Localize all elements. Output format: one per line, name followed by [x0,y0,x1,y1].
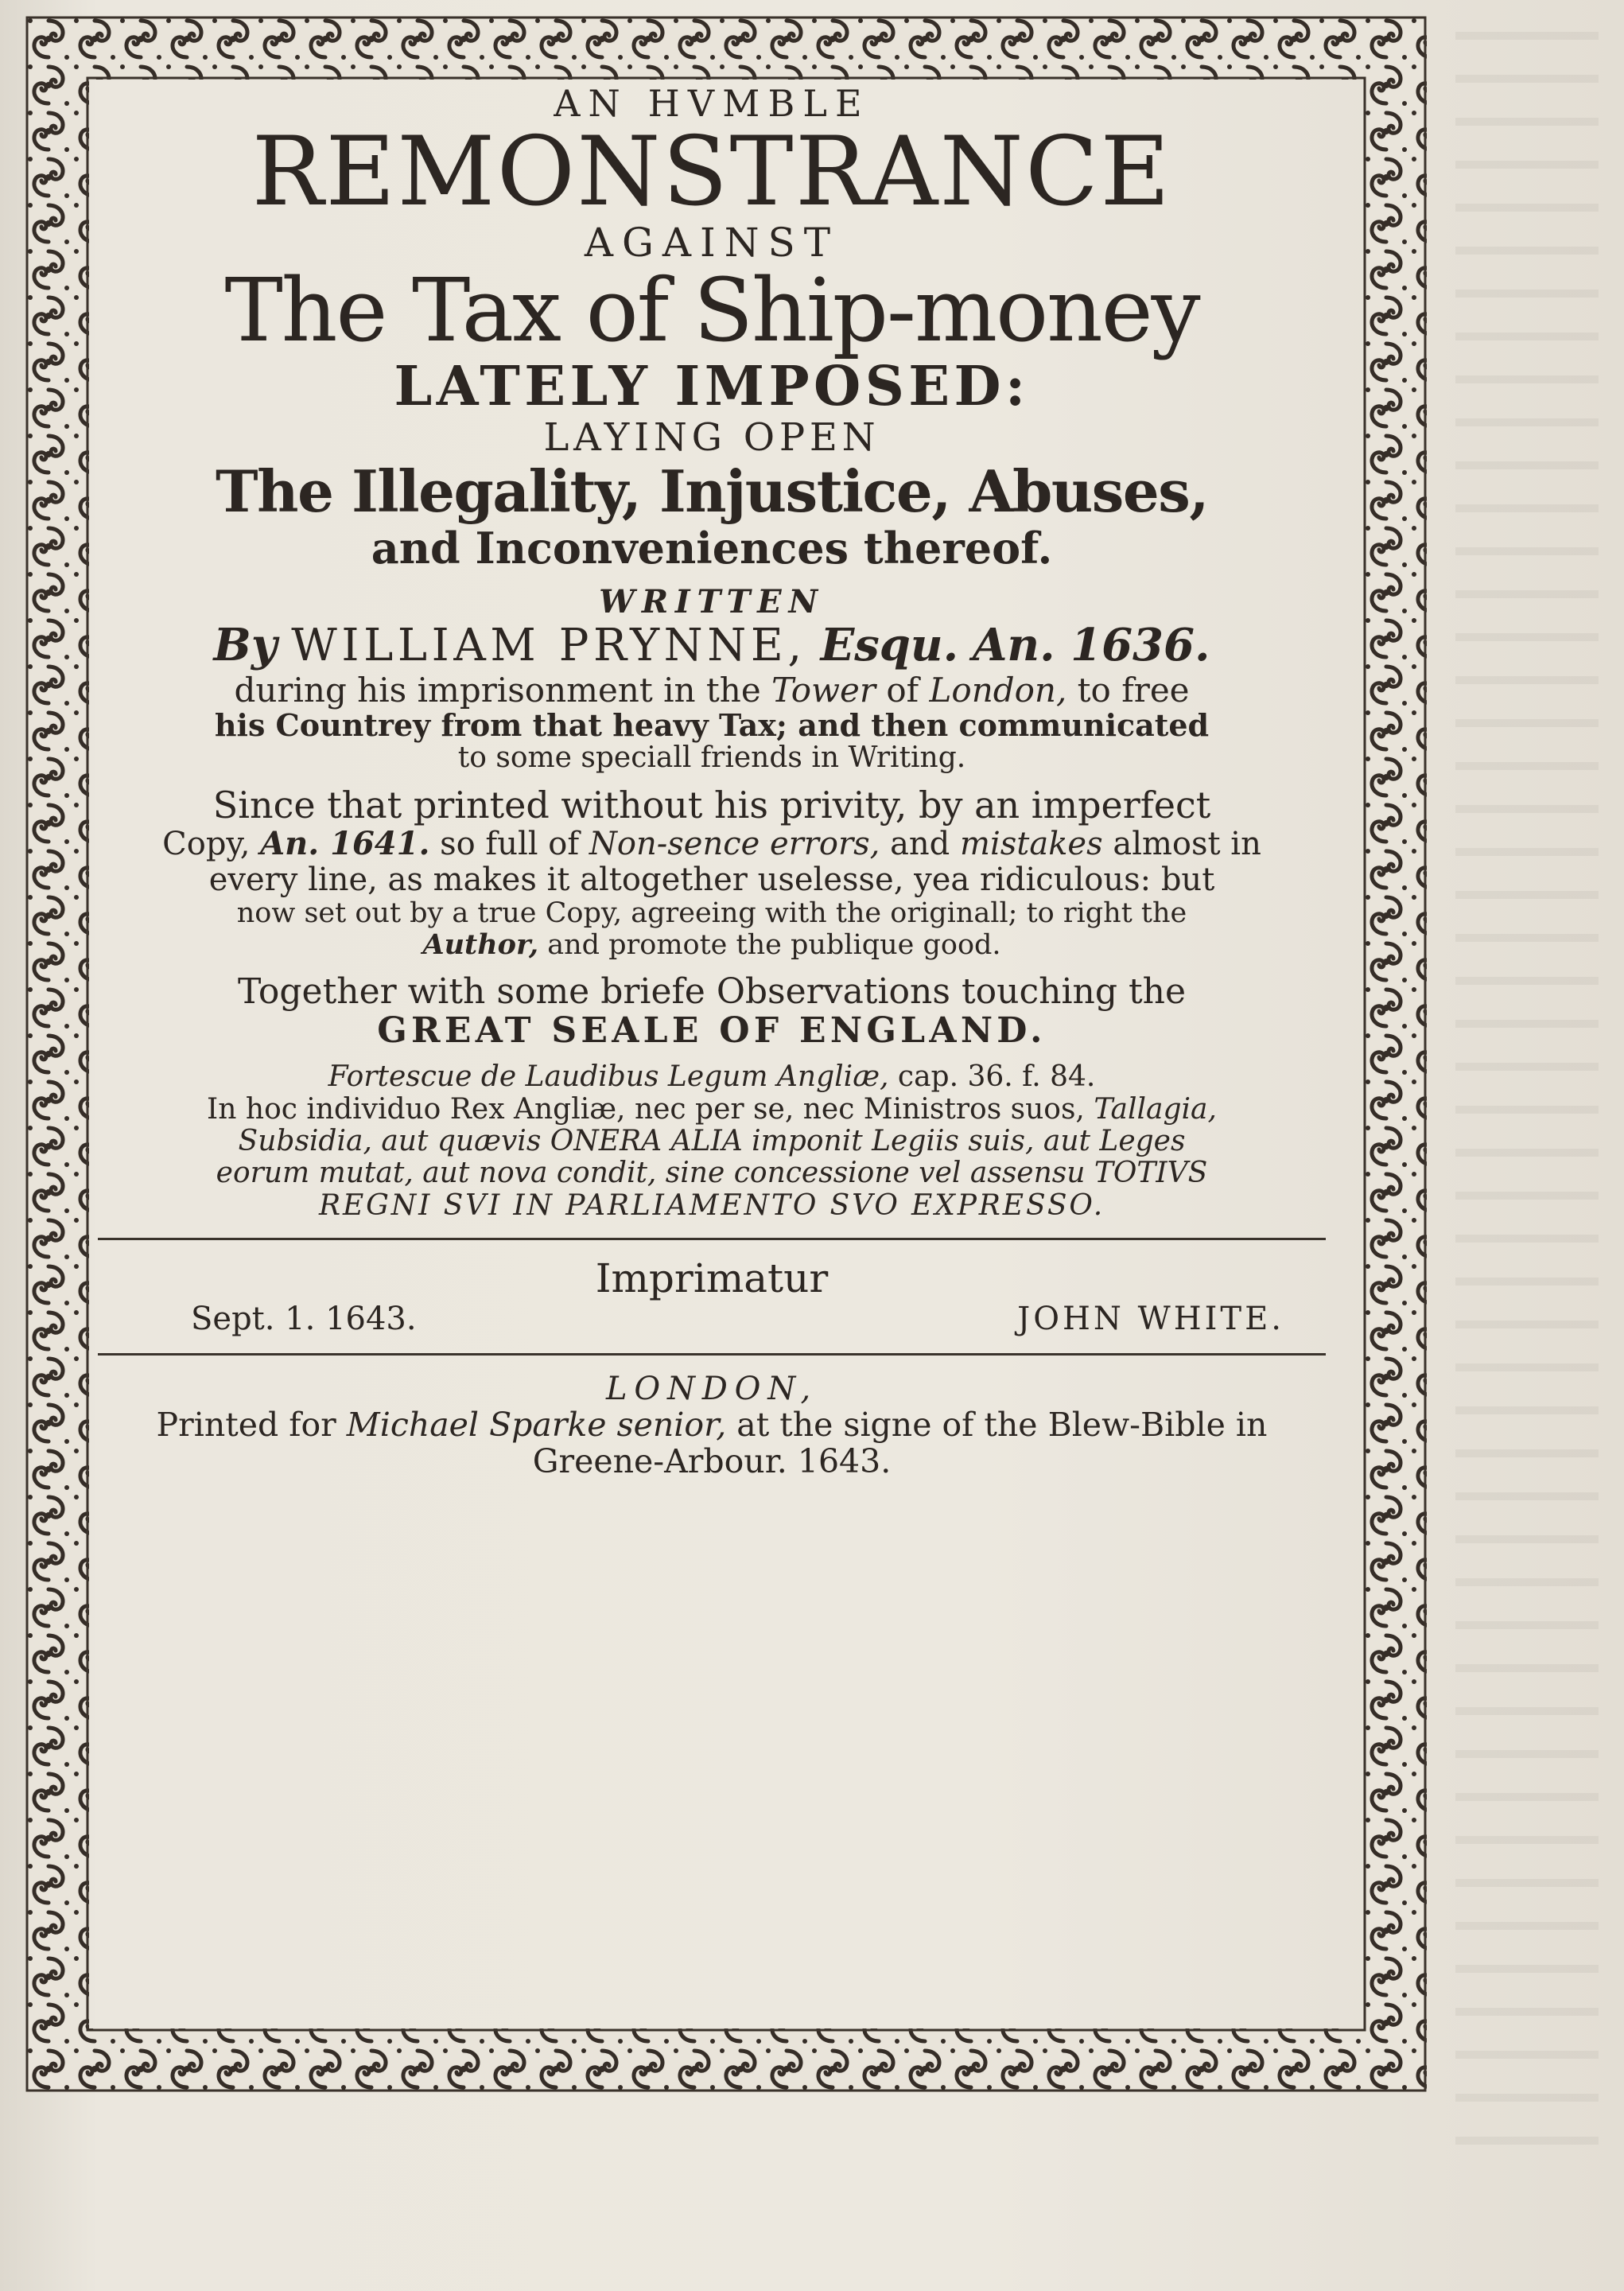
top-rule [98,1238,1326,1240]
imprimatur-row [91,1301,1332,1337]
author-name: WILLIAM PRYNNE, [291,619,806,671]
imprint-printer: Michael Sparke senior, [346,1405,727,1444]
author-by: By [213,618,278,671]
imprimatur-licenser: JOHN WHITE. [1017,1301,1284,1337]
printing-line-2 [91,824,1332,862]
imprimatur-label: Imprimatur [595,1255,829,1301]
p2-mistakes: mistakes [960,825,1103,862]
quote-cap: cap. 36. f. 84. [888,1060,1096,1094]
title-line-inconveniences: and Inconveniences thereof. [371,522,1053,574]
title-line-illegality: The Illegality, Injustice, Abuses, [216,457,1208,525]
p5-author: Author, [422,928,539,961]
p2-almost: almost in [1102,825,1261,862]
author-desc-line-2: his Countrey from that heavy Tax; and then communicated [214,706,1210,743]
title-page-text [91,84,1332,2025]
quote-tallagia: Tallagia, [1094,1092,1217,1126]
imprint-signe: at the signe of the Blew-Bible in [726,1405,1268,1444]
bottom-rule [98,1353,1326,1356]
imprint-line-2: Greene-Arbour. 1643. [532,1441,892,1480]
imprint-city: LONDON, [606,1371,818,1407]
imprint-printedfor: Printed for [156,1405,347,1444]
quote-line-1 [91,1061,1332,1093]
title-line-an-humble: AN HVMBLE [554,82,870,125]
imprint-line-1 [91,1407,1332,1444]
observations-line-2: GREAT SEALE OF ENGLAND. [377,1010,1047,1052]
title-line-laying-open: LAYING OPEN [543,415,880,461]
quote-q2-text: In hoc individuo Rex Angliæ, nec per se, nec Ministros suos, [207,1092,1094,1126]
desc1-tofree: to free [1066,670,1190,710]
title-line-against: AGAINST [584,219,840,266]
desc1-tower: Tower [771,670,876,710]
title-line-lately-imposed: LATELY IMPOSED: [394,355,1030,419]
printing-line-3: every line, as makes it altogether uselesse, yea ridiculous: but [208,861,1215,898]
printing-line-4: now set out by a true Copy, agreeing with the originall; to right the [236,897,1187,929]
author-year: An. 1636. [972,618,1210,671]
observations-line-1: Together with some briefe Observations touching the [237,970,1187,1012]
written-label: WRITTEN [599,583,825,621]
p2-errors: Non-sence errors, [589,825,880,862]
author-esqu: Esqu. [820,618,959,671]
quote-line-5: REGNI SVI IN PARLIAMENTO SVO EXPRESSO. [318,1188,1105,1222]
quote-line-2 [91,1094,1332,1126]
title-line-remonstrance: REMONSTRANCE [251,116,1172,228]
author-desc-line-1 [91,671,1332,709]
title-line-ship-money: The Tax of Ship-money [224,259,1199,361]
show-through-text [1455,32,1599,2180]
p5-rest: and promote the publique good. [538,928,1001,961]
p2-sofull: so full of [429,825,589,862]
p2-and: and [880,825,961,862]
desc1-london: London, [929,670,1067,710]
imprimatur-date: Sept. 1. 1643. [191,1301,417,1337]
printing-line-5 [91,929,1332,961]
quote-source: Fortescue de Laudibus Legum Angliæ, [328,1060,889,1094]
p2-year: An. 1641. [260,824,430,862]
desc1-text: during his imprisonment in the [234,670,772,710]
printing-line-1: Since that printed without his privity, by an imperfect [212,784,1211,827]
author-desc-line-3: to some speciall friends in Writing. [457,741,966,775]
quote-line-3: Subsidia, aut quævis ONERA ALIA imponit Legiis suis, aut Leges [238,1125,1186,1158]
desc1-of: of [875,670,930,710]
author-line [91,620,1332,671]
quote-line-4: eorum mutat, aut nova condit, sine concessione vel assensu TOTIVS [216,1157,1208,1190]
p2-copy: Copy, [162,825,261,862]
